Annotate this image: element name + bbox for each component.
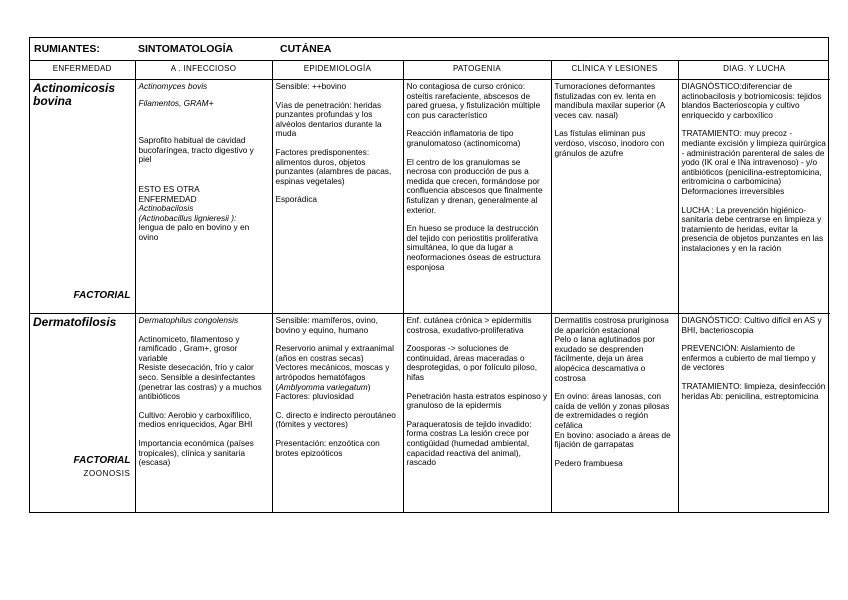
clin-paragraph: Tumoraciones deformantes fistulizadas con ev. lenta en mandíbula maxilar superior (A veces cav. nasal) bbox=[554, 81, 665, 120]
agent-paragraph: Cultivo: Aerobio y carboxifílico, medios enriquecidos, Agar BHI bbox=[138, 409, 253, 430]
diagnosis-cell bbox=[678, 314, 830, 512]
clin-paragraph: En bovino: asociado a áreas de fijación de garrapatas bbox=[554, 429, 671, 450]
clin-paragraph: Dermatitis costrosa pruriginosa de aparición estacional bbox=[554, 315, 669, 335]
subtopic-title: CUTÁNEA bbox=[280, 43, 332, 55]
table-row bbox=[30, 80, 830, 314]
diagnosis-cell bbox=[678, 80, 830, 314]
disease-cell bbox=[30, 314, 135, 512]
disease-name-line: Actinomicosis bbox=[33, 81, 116, 95]
agent-note: lengua de palo en bovino y en ovino bbox=[138, 222, 250, 242]
agent-paragraph: Resiste desecación, frío y calor seco. Sensible a desinfectantes (penetrar las costras) y a muchos antibióticos bbox=[138, 362, 262, 402]
path-paragraph: Paraqueratosis de tejido invadido: forma costras La lesión crece por contigüidad (humedad ambiental, capacidad reactiva del animal), rascado bbox=[406, 418, 532, 468]
epi-paragraph bbox=[276, 363, 400, 392]
epi-vector-close: ) bbox=[367, 381, 371, 392]
epidemiology-cell bbox=[272, 80, 403, 314]
zoonosis-label: ZOONOSIS bbox=[83, 469, 131, 478]
epi-paragraph: Sensible: ++bovino bbox=[275, 81, 347, 91]
col-header-clinical: CLÍNICA Y LESIONES bbox=[551, 61, 678, 80]
disease-name-line: Dermatofilosis bbox=[33, 315, 117, 329]
agent-paragraph: Actinomiceto, filamentoso y ramificado , Gram+, grosor variable bbox=[138, 333, 240, 363]
topic-title: SINTOMATOLOGÍA bbox=[138, 43, 234, 55]
disease-cell bbox=[30, 80, 135, 314]
agent-paragraph: Importancia económica (países tropicales), clínica y sanitaria (escasa) bbox=[138, 437, 254, 468]
agent-desc: Filamentos, GRAM+ bbox=[138, 97, 214, 108]
epi-paragraph: Presentación: enzoótica con brotes epizoóticos bbox=[275, 437, 380, 458]
diag-paragraph: TRATAMIENTO: muy precoz - mediante excisión y limpieza quirúrgica - administración parenteral de sales de yodo (IK oral e INa intravenoso) - y/o antibióticos (penicilina-estreptomicina, eritromicina o carbomicina) Deformaciones irreversibles bbox=[681, 128, 826, 196]
epi-paragraph: Vías de penetración: heridas punzantes profundas y los alvéolos dentarios durante la muda bbox=[275, 99, 382, 139]
path-paragraph: El centro de los granulomas se necrosa con producción de pus a medida que crecen, formándose por confluencia abscesos que finalmente fistulizan y drenan, generalmente al exterior. bbox=[406, 156, 543, 215]
col-header-agent: A . INFECCIOSO bbox=[135, 61, 272, 80]
group-title: RUMIANTES: bbox=[34, 43, 100, 55]
agent-note: ESTO ES OTRA bbox=[138, 183, 200, 194]
path-paragraph: No contagiosa de curso crónico: osteítis rarefaciente, abscesos de pared gruesa, y fistulización múltiple con pus característico bbox=[406, 81, 541, 120]
path-paragraph: Enf. cutánea crónica > epidermitis costrosa, exudativo-proliferativa bbox=[406, 315, 532, 335]
path-paragraph: Penetración hasta estratos espinoso y granuloso de la epidermis bbox=[406, 390, 548, 411]
clinical-cell bbox=[551, 80, 678, 314]
agent-organism: Dermatophilus congolensis bbox=[138, 315, 239, 325]
agent-note: Actinobacilosis bbox=[138, 203, 194, 214]
agent-cell bbox=[135, 80, 272, 314]
table-row bbox=[30, 314, 830, 512]
path-paragraph: Zoosporas -> soluciones de continuidad, áreas maceradas o desprotegidas, o por folículo piloso, hifas bbox=[406, 343, 538, 382]
pathogenesis-cell bbox=[403, 80, 551, 314]
agent-organism: Actinomyces bovis bbox=[138, 81, 208, 91]
diag-paragraph: TRATAMIENTO: limpieza, desinfección heridas Ab: penicilina, estreptomicina bbox=[681, 380, 826, 401]
epi-vector-species: Amblyomma variegatum bbox=[278, 381, 368, 392]
col-header-pathogenesis: PATOGENIA bbox=[403, 61, 551, 80]
epi-vector-text: Vectores mecánicos, moscas y artrópodos hematófagos ( bbox=[275, 362, 390, 392]
factorial-label: FACTORIAL bbox=[73, 455, 131, 466]
path-paragraph: En hueso se produce la destrucción del tejido con periostitis proliferativa simultánea, lo que da lugar a neoformaciones óseas de estructura esponjosa bbox=[406, 223, 541, 272]
disease-name-line: bovina bbox=[33, 94, 72, 108]
summary-table-sheet bbox=[29, 37, 829, 513]
clinical-cell bbox=[551, 314, 678, 512]
diag-paragraph: DIAGNÓSTICO: Cultivo difícil en AS y BHI, bacterioscopia bbox=[681, 315, 822, 335]
agent-cell bbox=[135, 314, 272, 512]
diag-paragraph: PREVENCIÓN: Aislamiento de enfermos a cubierto de mal tiempo y de vectores bbox=[681, 343, 816, 373]
clin-paragraph: Pelo o lana aglutinados por exudado se desprenden fácilmente, deja un área alopécica descamativa o costrosa bbox=[554, 334, 656, 383]
agent-habitat: Saprofito habitual de cavidad bucofaríngea, tracto digestivo y piel bbox=[138, 135, 254, 165]
path-paragraph: Reacción inflamatoria de tipo granulomatoso (actinomicoma) bbox=[406, 128, 521, 148]
col-header-epidemiology: EPIDEMIOLOGÍA bbox=[272, 61, 403, 80]
epi-paragraph: Esporádica bbox=[275, 194, 318, 205]
epi-paragraph: C. directo e indirecto peroutáneo (fómites y vectores) bbox=[275, 409, 396, 430]
disease-name bbox=[33, 316, 132, 329]
diag-paragraph: DIAGNÓSTICO:diferenciar de actinobacilosis y botriomicosis: tejidos blandos Bacterioscopia y cultivo enriquecido y carboxílico bbox=[681, 81, 822, 120]
epi-paragraph: Factores: pluviosidad bbox=[275, 391, 354, 402]
epi-paragraph: Reservorio animal y extraanimal (años en costras secas) bbox=[275, 343, 395, 363]
epidemiology-cell bbox=[272, 314, 403, 512]
pathogenesis-cell bbox=[403, 314, 551, 512]
agent-note: (Actinobacillus lignieresii ): bbox=[138, 212, 237, 223]
col-header-diagnosis: DIAG. Y LUCHA bbox=[678, 61, 830, 80]
clin-paragraph: Las fístulas eliminan pus verdoso, viscoso, inodoro con gránulos de azufre bbox=[554, 128, 665, 158]
clin-paragraph: Pedero frambuesa bbox=[554, 457, 623, 468]
epi-paragraph: Sensible: mamíferos, ovino, bovino y equino, humano bbox=[275, 315, 378, 335]
clin-paragraph: En ovino: áreas lanosas, con caída de vellón y zonas pilosas de extremidades o región cefálica bbox=[554, 391, 670, 430]
title-row bbox=[30, 38, 828, 61]
column-header-row bbox=[30, 61, 830, 80]
agent-note: ENFERMEDAD bbox=[138, 193, 197, 204]
disease-name bbox=[33, 82, 132, 108]
disease-table bbox=[30, 61, 830, 512]
factorial-label: FACTORIAL bbox=[73, 290, 131, 301]
epi-paragraph: Factores predisponentes: alimentos duros, objetos punzantes (alambres de pacas, espinas vegetales) bbox=[275, 146, 392, 186]
diag-paragraph: LUCHA : La prevención higiénico-sanitaria debe centrarse en limpieza y tratamiento de heridas, evitar la presencia de objetos punzantes en las instalaciones y en la ración bbox=[681, 204, 824, 253]
col-header-disease: ENFERMEDAD bbox=[30, 61, 135, 80]
